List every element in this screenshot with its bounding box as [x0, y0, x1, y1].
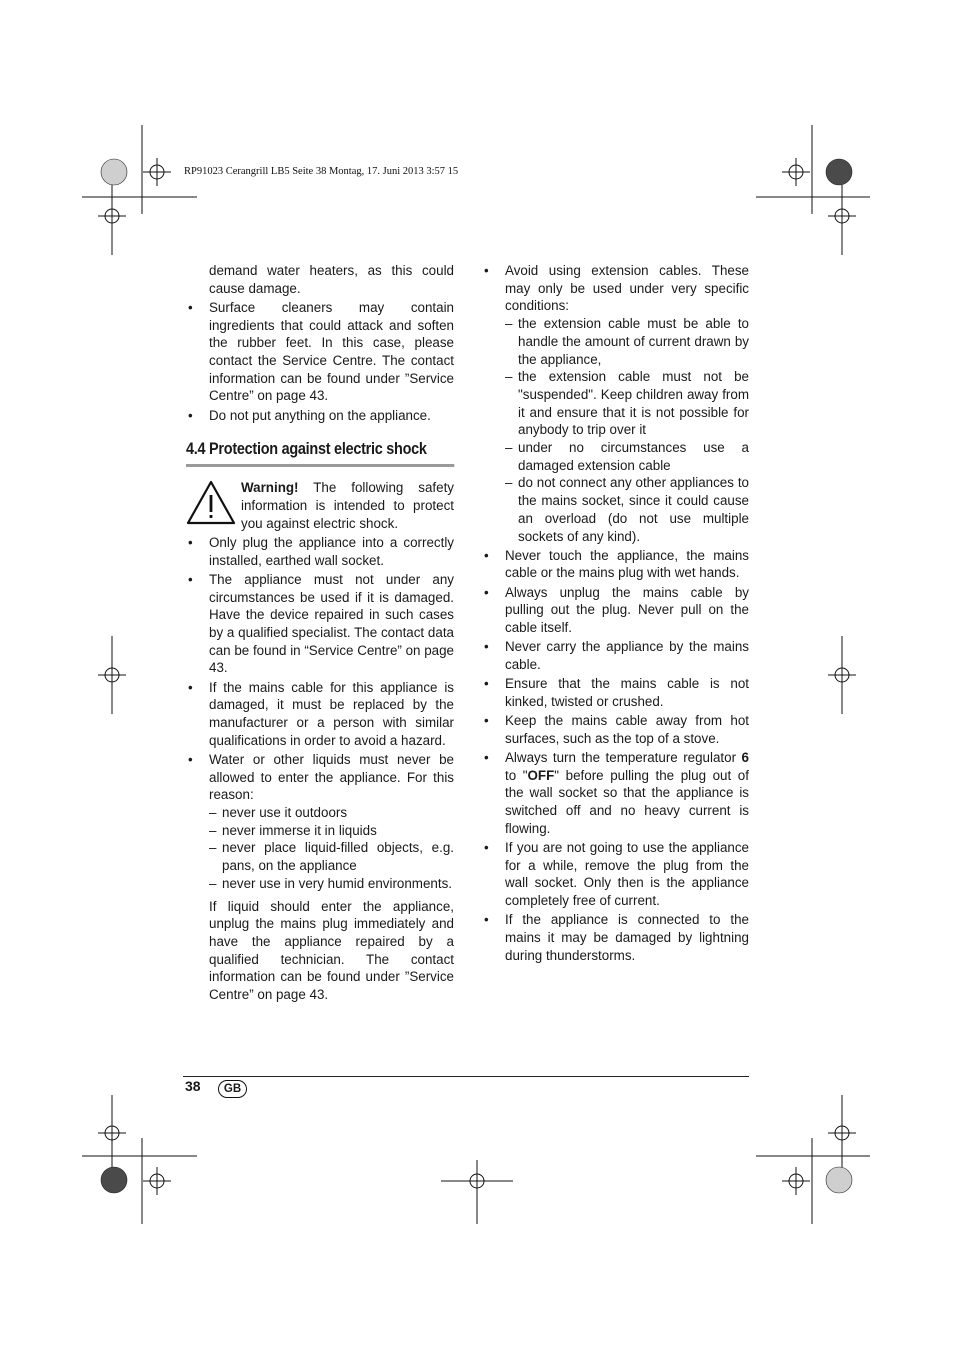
bullet-symbol: •	[188, 407, 193, 423]
list-item-text: Always unplug the mains cable by pulling out the plug. Never pull on the cable itself.	[505, 584, 749, 636]
language-badge: GB	[218, 1080, 247, 1098]
bullet-symbol: •	[484, 639, 489, 655]
bullet-symbol: •	[484, 912, 489, 928]
warning-notice	[186, 479, 454, 532]
list-item	[482, 839, 749, 910]
bullet-symbol: •	[188, 751, 193, 767]
dash-item-text: do not connect any other appliances to the mains socket, since it could cause an overload (do not use multiple sockets of any kind).	[518, 475, 749, 544]
bullet-symbol: •	[188, 571, 193, 587]
dash-item	[186, 822, 454, 840]
list-item-text: If the mains cable for this appliance is damaged, it must be replaced by the manufacturer or a person with similar qualifications in order to avoid a hazard.	[209, 679, 454, 748]
bullet-symbol: •	[484, 676, 489, 692]
list-item	[482, 547, 749, 582]
list-item	[186, 299, 454, 405]
dash-item-text: never use it outdoors	[222, 804, 348, 820]
liquid-precautions-list	[186, 804, 454, 893]
list-item	[186, 407, 454, 425]
list-item	[482, 584, 749, 637]
list-item-text: Only plug the appliance into a correctly installed, earthed wall socket.	[209, 534, 454, 568]
regulator-text-part: Always turn the temperature regulator	[505, 749, 742, 765]
dash-symbol: –	[209, 822, 217, 838]
dash-item	[186, 804, 454, 822]
list-item	[186, 571, 454, 677]
list-item	[186, 751, 454, 804]
dash-symbol: –	[209, 840, 217, 856]
section-title: 4.4 Protection against electric shock	[186, 438, 454, 467]
list-item-text: If the appliance is connected to the mains it may be damaged by lightning during thunderstorms.	[505, 912, 749, 963]
print-info-line: RP91023 Cerangrill LB5 Seite 38 Montag, 17. Juni 2013 3:57 15	[184, 166, 459, 177]
bullet-symbol: •	[484, 263, 489, 278]
extension-conditions-list	[482, 315, 749, 545]
bullet-symbol: •	[188, 679, 193, 695]
dash-item	[482, 439, 749, 474]
regulator-instruction	[505, 750, 749, 836]
bullet-symbol: •	[188, 299, 193, 315]
regulator-number: 6	[741, 749, 749, 765]
list-item-text: Keep the mains cable away from hot surfaces, such as the top of a stove.	[505, 713, 749, 746]
footer-rule	[183, 1076, 749, 1077]
dash-item-text: the extension cable must be able to handle the amount of current drawn by the appliance,	[518, 316, 749, 367]
list-item-text: If you are not going to use the appliance for a while, remove the plug from the wall socket. Only then is the appliance completely free of current.	[505, 840, 749, 909]
dash-item-text: never immerse it in liquids	[222, 822, 377, 838]
list-item-text: Avoid using extension cables. These may only be used under very specific conditions:	[505, 263, 749, 314]
dash-symbol: –	[505, 316, 513, 332]
intro-continuation: demand water heaters, as this could cause damage.	[209, 263, 454, 296]
bullet-symbol: •	[484, 713, 489, 729]
dash-symbol: –	[209, 875, 217, 891]
list-item	[482, 638, 749, 673]
warning-text: The following safety information is intended to protect you against electric shock.	[241, 480, 454, 531]
warning-triangle-icon	[186, 479, 236, 525]
dash-item-text: never place liquid-filled objects, e.g. pans, on the appliance	[222, 840, 454, 874]
regulator-text-part: to "	[505, 767, 528, 783]
dash-item	[482, 474, 749, 545]
bullet-symbol: •	[484, 749, 489, 765]
dash-symbol: –	[505, 369, 513, 385]
dash-item	[482, 315, 749, 368]
warning-label: Warning!	[241, 480, 299, 496]
list-item-text: Do not put anything on the appliance.	[209, 407, 431, 423]
list-item-text: The appliance must not under any circumstances be used if it is damaged. Have the device repaired in such cases by a qualified specialist. The contact data can be found in “Service Centre” on page 43.	[209, 571, 454, 676]
list-item-text: Water or other liquids must never be allowed to enter the appliance. For this reason:	[209, 751, 454, 803]
list-item-text: Ensure that the mains cable is not kinked, twisted or crushed.	[505, 676, 749, 709]
list-item	[482, 712, 749, 747]
off-label: OFF	[527, 767, 555, 783]
list-item	[482, 675, 749, 710]
dash-item-text: the extension cable must not be "suspended". Keep children away from it and ensure that it is not possible for anybody to trip over it	[518, 369, 749, 438]
dash-symbol: –	[505, 440, 513, 456]
dash-symbol: –	[505, 475, 513, 491]
list-item	[482, 262, 749, 315]
dash-item	[186, 839, 454, 874]
list-item	[186, 679, 454, 750]
bullet-symbol: •	[484, 547, 489, 563]
bullet-symbol: •	[188, 534, 193, 550]
page-number: 38	[185, 1078, 201, 1094]
right-column	[482, 262, 749, 964]
dash-item	[186, 875, 454, 893]
dash-item-text: under no circumstances use a damaged extension cable	[518, 440, 749, 473]
dash-item	[482, 368, 749, 439]
list-item-text: Never touch the appliance, the mains cable or the mains plug with wet hands.	[505, 547, 749, 581]
list-item-text: Never carry the appliance by the mains cable.	[505, 639, 749, 672]
list-item	[482, 749, 749, 838]
list-item	[186, 534, 454, 569]
list-item-text: Surface cleaners may contain ingredients that could attack and soften the rubber feet. In this case, please contact the Service Centre. The contact information can be found under ”Service Centre” on page 43.	[209, 299, 454, 404]
dash-symbol: –	[209, 804, 217, 820]
left-column	[186, 262, 454, 1004]
bullet-symbol: •	[484, 840, 489, 855]
dash-item-text: never use in very humid environments.	[222, 875, 452, 891]
bullet-symbol: •	[484, 584, 489, 600]
regulator-text-part: " before pulling the plug out of the wall socket so that the appliance is switched off and no heavy current is flowing.	[505, 767, 749, 836]
list-item	[482, 911, 749, 964]
liquid-followup: If liquid should enter the appliance, unplug the mains plug immediately and have the appliance repaired by a qualified technician. The contact information can be found under ”Service Centre” on page 43.	[209, 898, 454, 1003]
